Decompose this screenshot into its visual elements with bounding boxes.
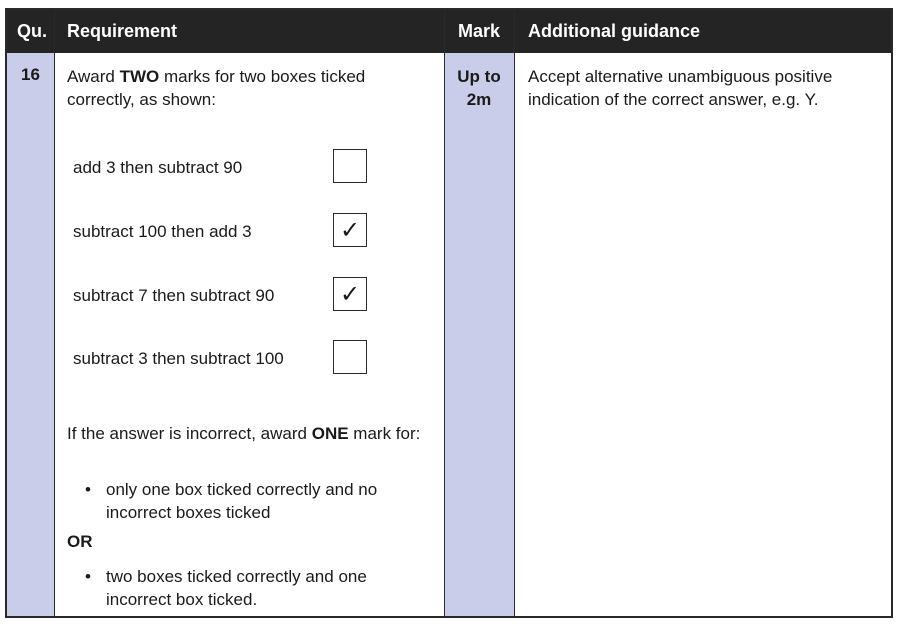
mark-line: Up to: [457, 67, 501, 86]
partial-credit-text: If the answer is incorrect, award ONE mark for:: [67, 424, 421, 443]
question-column: [7, 53, 54, 616]
answer-checkbox-ticked: ✓: [333, 213, 367, 247]
bullet-icon: •: [85, 567, 91, 586]
answer-checkbox: [333, 149, 367, 183]
option-label: add 3 then subtract 90: [73, 158, 243, 177]
option-label: subtract 7 then subtract 90: [73, 286, 275, 305]
mark-value: [444, 65, 514, 111]
or-label: OR: [67, 532, 93, 551]
mark-column: [444, 53, 514, 616]
column-divider: [514, 10, 515, 616]
mark-line: 2m: [466, 90, 492, 109]
answer-checkbox-ticked: ✓: [333, 277, 367, 311]
header-qu: Qu.: [17, 21, 47, 41]
answer-checkbox: [333, 340, 367, 374]
table-header: [7, 10, 891, 53]
question-number: 16: [21, 65, 40, 84]
option-label: subtract 100 then add 3: [73, 222, 252, 241]
requirement-intro: Award TWO marks for two boxes ticked correctly, as shown:: [67, 67, 366, 109]
header-mark: Mark: [457, 21, 501, 41]
bullet-icon: •: [85, 480, 91, 499]
header-requirement: Requirement: [67, 21, 178, 41]
column-divider: [54, 10, 55, 616]
mark-scheme-table: [5, 8, 893, 618]
guidance-text: Accept alternative unambiguous positive indication of the correct answer, e.g. Y.: [528, 67, 833, 109]
bullet-text: two boxes ticked correctly and one incorrect box ticked.: [106, 567, 367, 609]
option-label: subtract 3 then subtract 100: [73, 349, 284, 368]
header-guidance: Additional guidance: [528, 21, 701, 41]
bullet-text: only one box ticked correctly and no incorrect boxes ticked: [106, 480, 378, 522]
